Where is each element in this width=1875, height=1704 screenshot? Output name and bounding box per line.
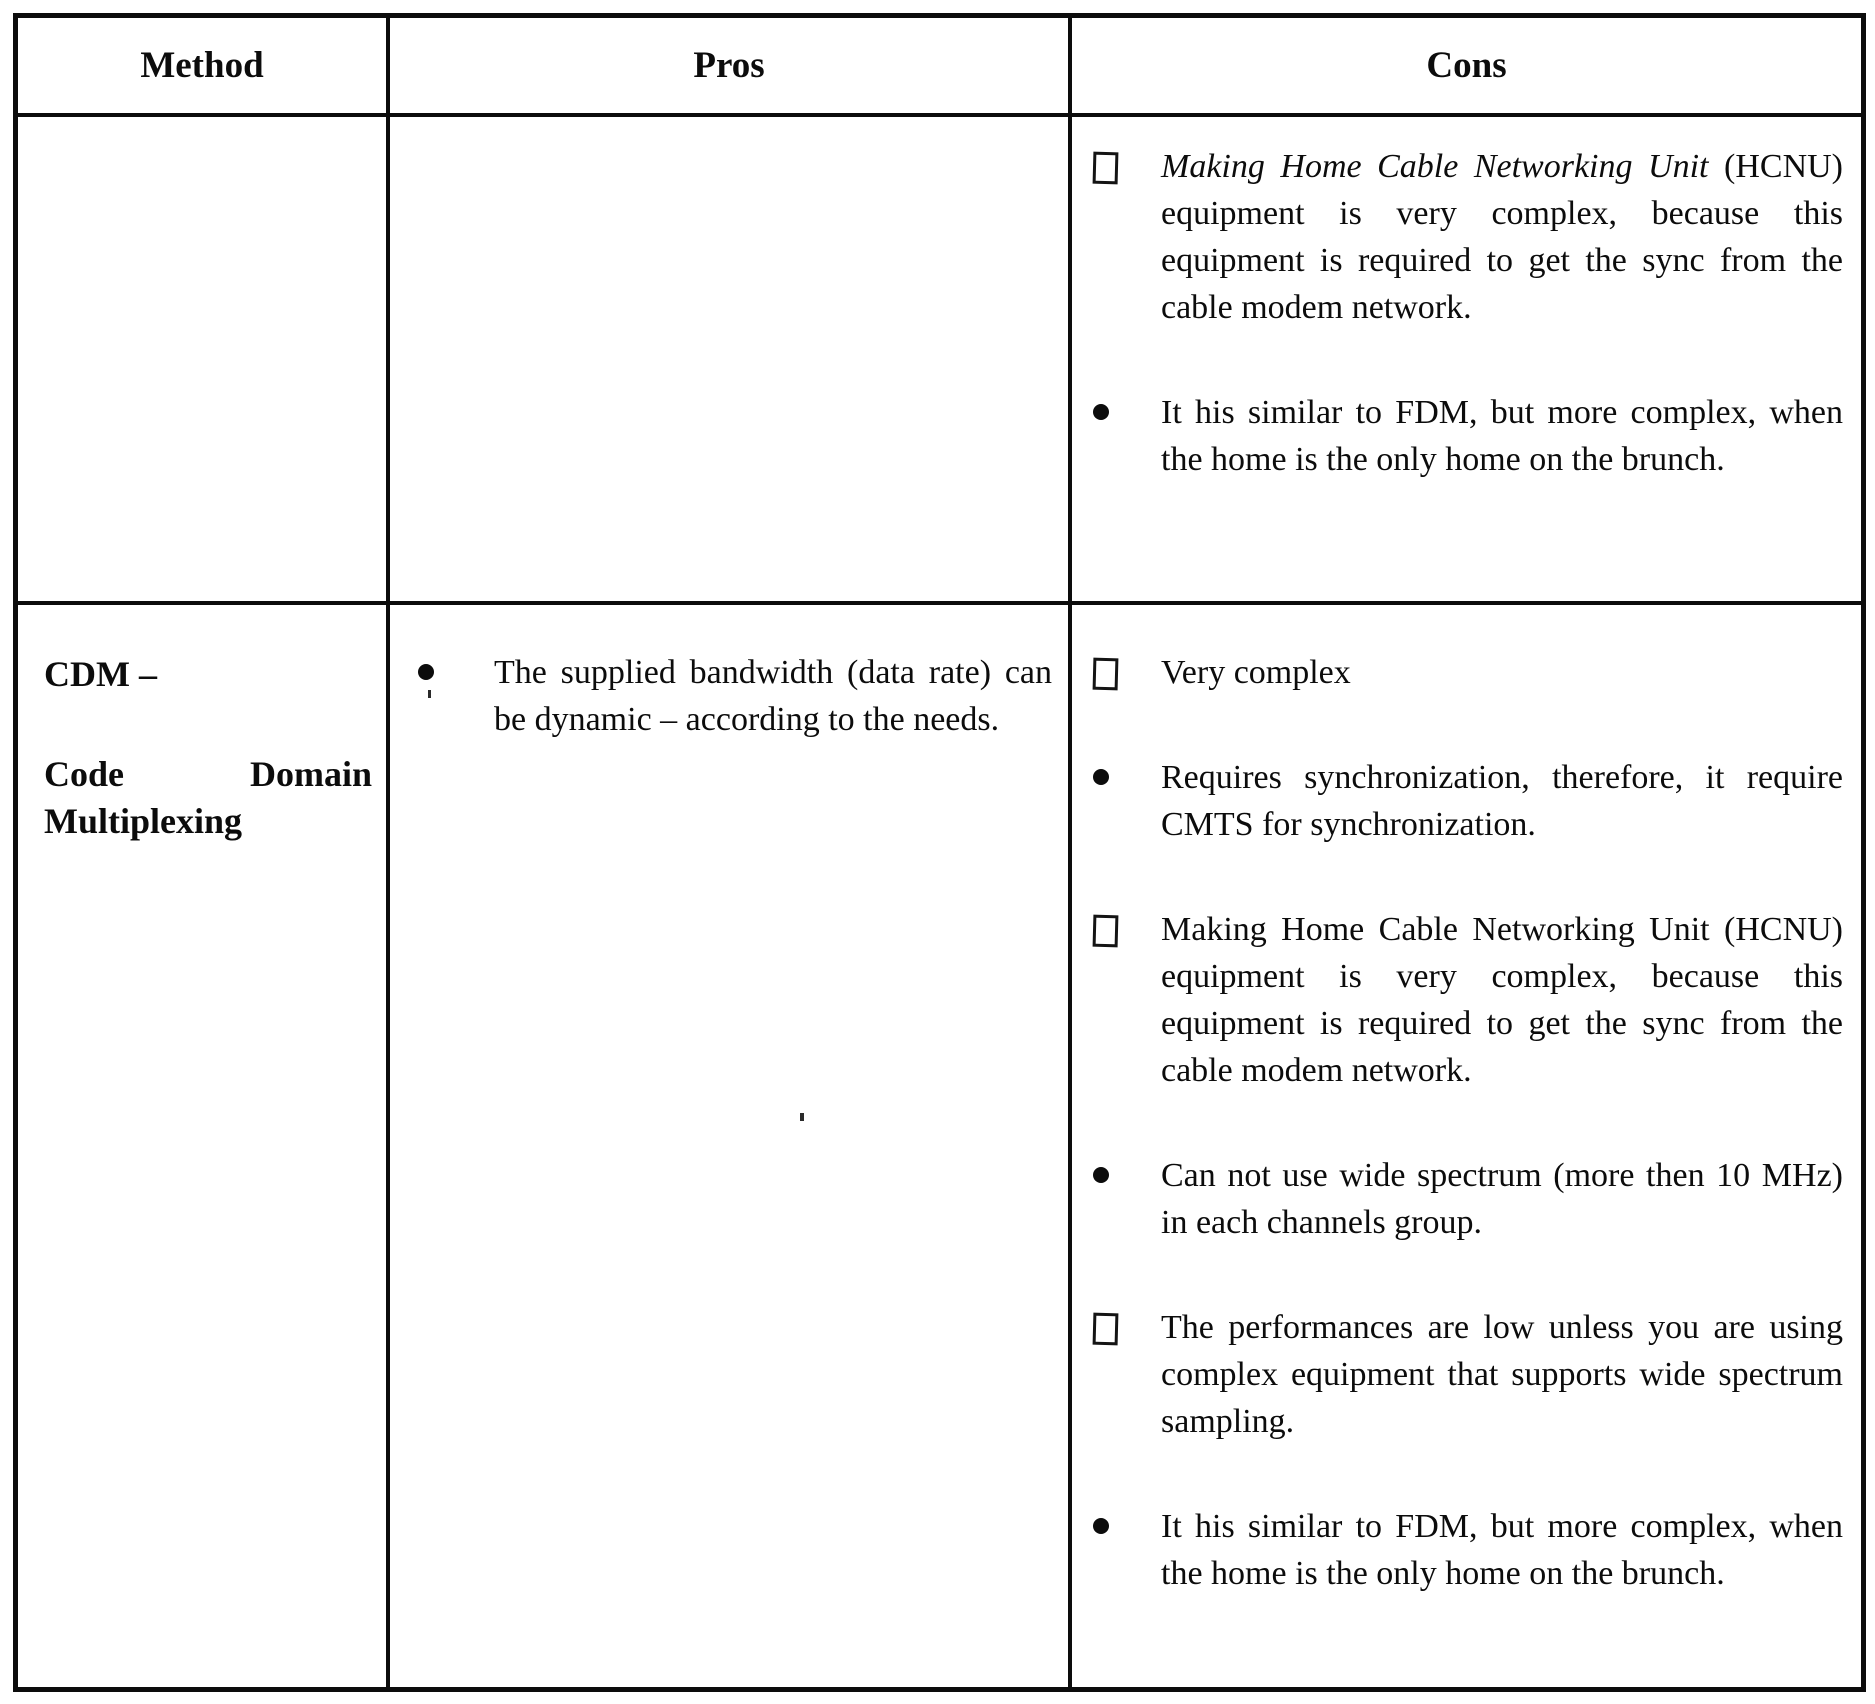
dot-bullet-icon xyxy=(1093,1167,1109,1183)
list-item xyxy=(1072,754,1843,848)
dot-bullet-icon xyxy=(1093,1518,1109,1534)
method-name: CDM – xyxy=(44,654,157,694)
row2-cons-cell xyxy=(1072,605,1861,1687)
list-item xyxy=(1072,906,1843,1094)
cons-text: Very complex xyxy=(1161,654,1351,691)
comparison-table xyxy=(13,13,1866,1692)
list-item xyxy=(1072,649,1843,696)
pros-column-header: Pros xyxy=(693,45,765,86)
pros-text: The supplied bandwidth (data rate) can be dynamic – according to the needs. xyxy=(494,654,1052,738)
cons-column-header: Cons xyxy=(1426,45,1507,86)
row2-pros-cell xyxy=(390,605,1072,1687)
cons-text: Making Home Cable Networking Unit (HCNU) equipment is very complex, because this equipment is required to get the sync from the cable modem network. xyxy=(1161,911,1843,1089)
cons-text: Can not use wide spectrum (more then 10 MHz) in each channels group. xyxy=(1161,1157,1843,1241)
list-item xyxy=(390,649,1058,743)
row1-pros-cell xyxy=(390,117,1072,605)
dot-bullet-icon xyxy=(1093,404,1109,420)
row1-method-cell xyxy=(18,117,390,605)
square-bullet-icon xyxy=(1093,1313,1119,1346)
cons-text: (HCNU) equipment is very complex, because this equipment is required to get the sync from the cable modem network. xyxy=(1161,148,1843,326)
list-item xyxy=(1072,1503,1843,1597)
cons-text: Requires synchronization, therefore, it require CMTS for synchronization. xyxy=(1161,759,1843,843)
dot-bullet-icon xyxy=(418,664,434,680)
cons-text: It his similar to FDM, but more complex, when the home is the only home on the brunch. xyxy=(1161,1508,1843,1592)
pros-list xyxy=(390,649,1058,743)
cons-list xyxy=(1072,143,1843,483)
list-item xyxy=(1072,1304,1843,1445)
row2-method-cell xyxy=(18,605,390,1687)
method-expansion: Code Domain Multiplexing xyxy=(44,754,372,841)
row1-cons-cell xyxy=(1072,117,1861,605)
scan-speck xyxy=(428,690,431,698)
cons-list xyxy=(1072,649,1843,1597)
cons-text: It his similar to FDM, but more complex, when the home is the only home on the brunch. xyxy=(1161,394,1843,478)
header-cell-method xyxy=(18,18,390,117)
scan-speck xyxy=(800,1113,804,1121)
method-column-header: Method xyxy=(140,45,264,86)
header-cell-pros xyxy=(390,18,1072,117)
list-item xyxy=(1072,389,1843,483)
square-bullet-icon xyxy=(1093,152,1119,185)
list-item xyxy=(1072,143,1843,331)
header-cell-cons xyxy=(1072,18,1861,117)
square-bullet-icon xyxy=(1093,658,1119,691)
cons-text-lead: Making Home Cable Networking Unit xyxy=(1161,148,1709,185)
cons-text: The performances are low unless you are using complex equipment that supports wide spectrum sampling. xyxy=(1161,1309,1843,1440)
list-item xyxy=(1072,1152,1843,1246)
square-bullet-icon xyxy=(1093,915,1119,948)
dot-bullet-icon xyxy=(1093,769,1109,785)
